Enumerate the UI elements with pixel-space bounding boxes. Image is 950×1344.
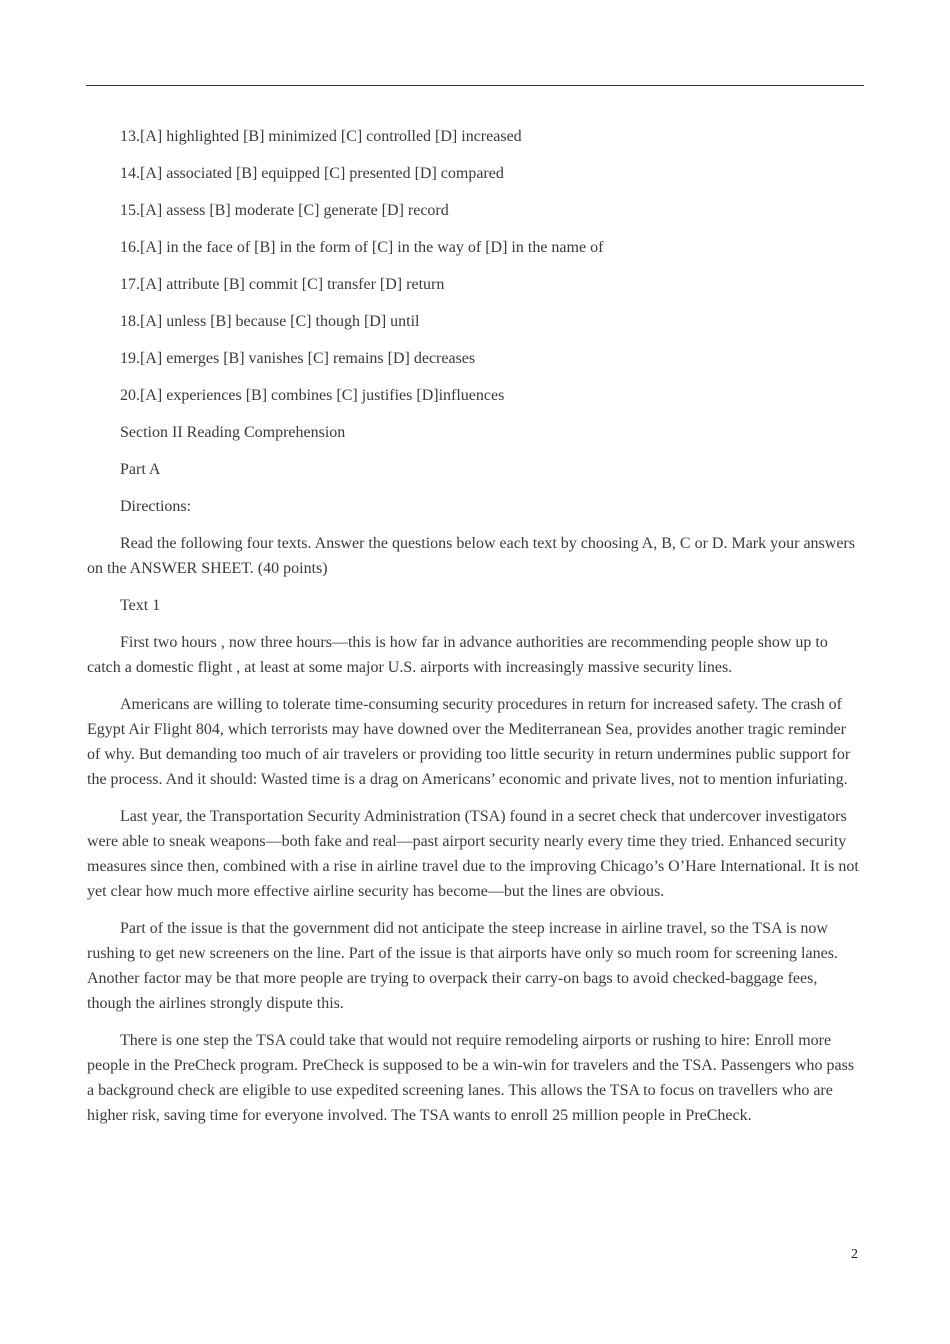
header-rule (86, 85, 864, 86)
section-title: Section II Reading Comprehension (120, 424, 346, 441)
option-line-16: 16.[A] in the face of [B] in the form of [C] in the way of [D] in the name of (120, 239, 604, 256)
option-line-14: 14.[A] associated [B] equipped [C] presented [D] compared (120, 165, 504, 182)
option-line-20: 20.[A] experiences [B] combines [C] justifies [D]influences (120, 387, 505, 404)
paragraph-3: Last year, the Transportation Security Administration (TSA) found in a secret check that undercover investigators were able to sneak weapons—both fake and real—past airport security nearly every time they tried. Enhanced security measures since then, combined with a rise in airline travel due to the improving Chicago’s O’Hare International. It is not yet clear how much more effective airline security has become—but the lines are obvious. (87, 808, 859, 900)
paragraph-5: There is one step the TSA could take that would not require remodeling airports or rushing to hire: Enroll more people in the PreCheck program. PreCheck is supposed to be a win-win for travelers and the TSA. Passengers who pass a background check are eligible to use expedited screening lanes. This allows the TSA to focus on travellers who are higher risk, saving time for everyone involved. The TSA wants to enroll 25 million people in PreCheck. (87, 1032, 855, 1124)
paragraph-2: Americans are willing to tolerate time-consuming security procedures in return for increased safety. The crash of Egypt Air Flight 804, which terrorists may have downed over the Mediterranean Sea, provides another tragic reminder of why. But demanding too much of air travelers or providing too little security in return undermines public support for the process. And it should: Wasted time is a drag on Americans’ economic and private lives, not to mention infuriating. (87, 696, 851, 788)
option-line-15: 15.[A] assess [B] moderate [C] generate [D] record (120, 202, 449, 219)
text-label: Text 1 (120, 597, 161, 614)
directions-label: Directions: (120, 498, 192, 515)
option-line-17: 17.[A] attribute [B] commit [C] transfer [D] return (120, 276, 445, 293)
option-line-18: 18.[A] unless [B] because [C] though [D] until (120, 313, 420, 330)
paragraph-4: Part of the issue is that the government did not anticipate the steep increase in airline travel, so the TSA is now rushing to get new screeners on the line. Part of the issue is that airports have only so much room for screening lanes. Another factor may be that more people are trying to overpack their carry-on bags to avoid checked-baggage fees, though the airlines strongly dispute this. (87, 920, 838, 1012)
page-number: 2 (851, 1247, 858, 1262)
paragraph-1: First two hours , now three hours—this is how far in advance authorities are recommending people show up to catch a domestic flight , at least at some major U.S. airports with increasingly massive security lines. (87, 634, 828, 676)
option-line-13: 13.[A] highlighted [B] minimized [C] controlled [D] increased (120, 128, 522, 145)
option-line-19: 19.[A] emerges [B] vanishes [C] remains [D] decreases (120, 350, 476, 367)
page-content (87, 124, 863, 1140)
part-title: Part A (120, 461, 161, 478)
directions-text: Read the following four texts. Answer the questions below each text by choosing A, B, C or D. Mark your answers on the ANSWER SHEET. (40 points) (87, 535, 855, 577)
